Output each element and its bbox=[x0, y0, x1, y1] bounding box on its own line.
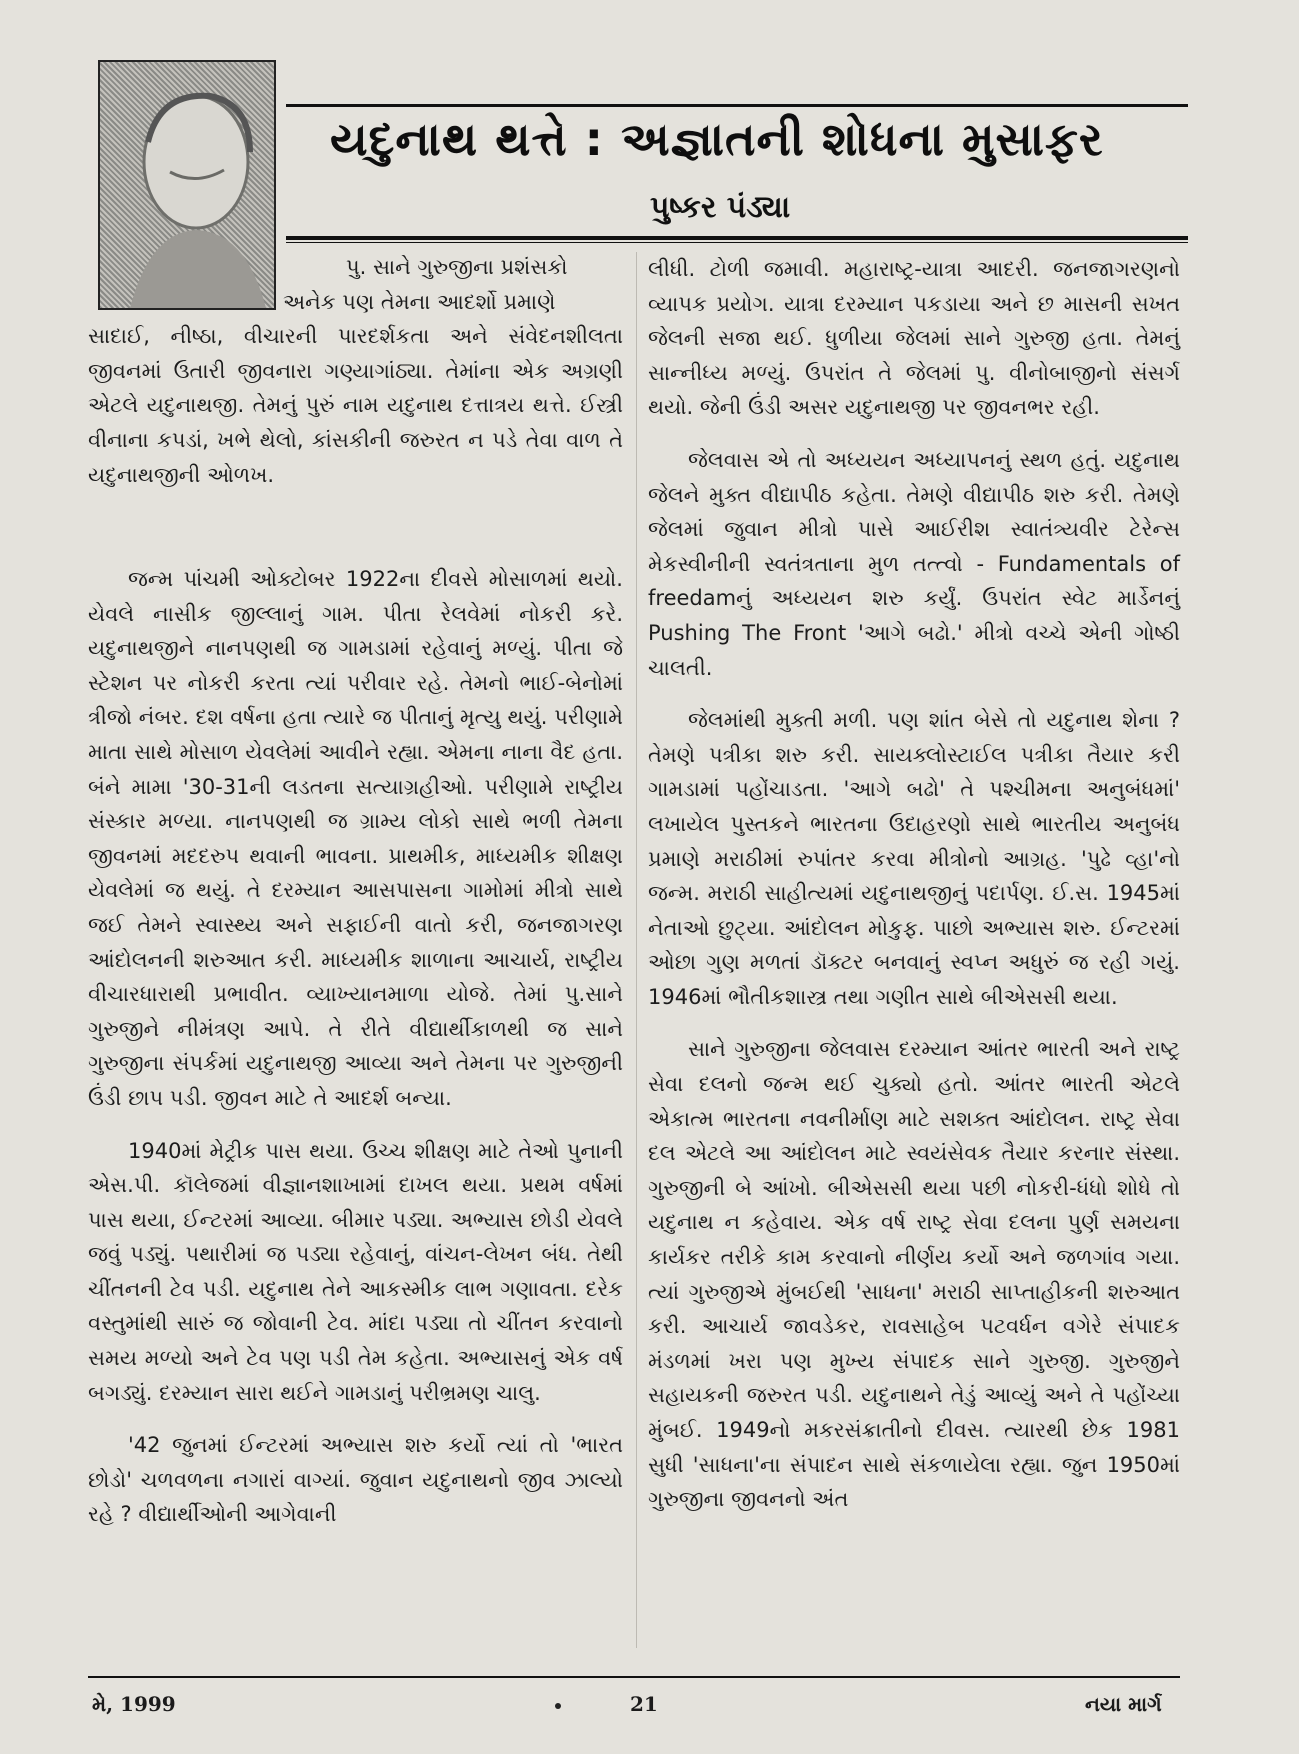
header-rule-bottom-thin bbox=[286, 242, 1188, 243]
footer-page-number: 21 bbox=[630, 1692, 658, 1716]
paragraph-birth: જન્મ પાંચમી ઓક્ટોબર 1922ના દીવસે મોસાળમાં થયો. યેવલે નાસીક જીલ્લાનું ગામ. પીતા રેલવેમાં નોકરી કરે. યદુનાથજીને નાનપણથી જ ગામડામાં રહેવાનું મળ્યું. પીતા જે સ્ટેશન પર નોકરી કરતા ત્યાં પરીવાર રહે. તેમનો ભાઈ-બેનોમાં ત્રીજો નંબર. દશ વર્ષના હતા ત્યારે જ પીતાનું મૃત્યુ થયું. પરીણામે માતા સાથે મોસાળ યેવલેમાં આવીને રહ્યા. એમના નાના વૈદ હતા. બંને મામા '30-31ની લડતના સત્યાગ્રહીઓ. પરીણામે રાષ્ટ્રીય સંસ્કાર મળ્યા. નાનપણથી જ ગ્રામ્ય લોકો સાથે ભળી તેમના જીવનમાં મદદરુપ થવાની ભાવના. પ્રાથમીક, માધ્યમીક શીક્ષણ યેવલેમાં જ થયું. તે દરમ્યાન આસપાસના ગામોમાં મીત્રો સાથે જઈ તેમને સ્વાસ્થ્ય અને સફાઈની વાતો કરી, જનજાગરણ આંદોલનની શરુઆત કરી. માધ્યમીક શાળાના આચાર્ય, રાષ્ટ્રીય વીચારધારાથી પ્રભાવીત. વ્યાખ્યાનમાળા યોજે. તેમાં પુ.સાને ગુરુજીને નીમંત્રણ આપે. તે રીતે વીદ્યાર્થીકાળથી જ સાને ગુરુજીના સંપર્કમાં યદુનાથજી આવ્યા અને તેમના પર ગુરુજીની ઉંડી છાપ પડી. જીવન માટે તે આદર્શ બન્યા. bbox=[88, 567, 623, 1110]
paragraph-sadhana: સાને ગુરુજીના જેલવાસ દરમ્યાન આંતર ભારતી અને રાષ્ટ્ર સેવા દલનો જન્મ થઈ ચુક્યો હતો. આંતર ભારતી એટલે એકાત્મ ભારતના નવનીર્માણ માટે સશક્ત આંદોલન. રાષ્ટ્ર સેવા દલ એટલે આ આંદોલન માટે સ્વયંસેવક તૈયાર કરનાર સંસ્થા. ગુરુજીની બે આંખો. બીએસસી થયા પછી નોકરી-ધંધો શોધે તો યદુનાથ ન કહેવાય. એક વર્ષ રાષ્ટ્ર સેવા દલના પુર્ણ સમયના કાર્યકર તરીકે કામ કરવાનો નીર્ણય કર્યો અને જળગાંવ ગયા. ત્યાં ગુરુજીએ મુંબઈથી 'સાધના' મરાઠી સાપ્તાહીકની શરુઆત કરી. આચાર્ય જાવડેકર, રાવસાહેબ પટવર્ધન વગેરે સંપાદક મંડળમાં ખરા પણ મુખ્ય સંપાદક સાને ગુરુજી. ગુરુજીને સહાયકની જરુરત પડી. યદુનાથને તેડું આવ્યું અને તે પહોંચ્યા મુંબઈ. 1949નો મકરસંક્રાતીનો દીવસ. ત્યારથી છેક 1981 સુધી 'સાધના'ના સંપાદન સાથે સંકળાયેલા રહ્યા. જુન 1950માં ગુરુજીના જીવનનો અંત bbox=[648, 1037, 1180, 1512]
article-author: પુષ્કર પંડ્યા bbox=[650, 190, 791, 225]
intro-line-1: પુ. સાને ગુરુજીના પ્રશંસકો bbox=[346, 255, 568, 279]
header-rule-top bbox=[286, 104, 1188, 107]
footer-date: મે, 1999 bbox=[92, 1692, 176, 1716]
intro-line-2: અનેક પણ તેમના આદર્શો પ્રમાણે bbox=[283, 289, 556, 314]
right-column bbox=[648, 252, 1180, 1517]
left-column-intro bbox=[88, 250, 623, 492]
paragraph-quit-india: '42 જુનમાં ઈન્ટરમાં અભ્યાસ શરુ કર્યો ત્યાં તો 'ભારત છોડો' ચળવળના નગારાં વાગ્યાં. જુવાન યદુનાથનો જીવ ઝાલ્યો રહે ? વીદ્યાર્થીઓની આગેવાની bbox=[88, 1433, 623, 1527]
paragraph-release: જેલમાંથી મુક્તી મળી. પણ શાંત બેસે તો યદુનાથ શેના ? તેમણે પત્રીકા શરુ કરી. સાયક્લોસ્ટાઈલ પત્રીકા તૈયાર કરી ગામડામાં પહોંચાડતા. 'આગે બઢો' તે પશ્ચીમના અનુબંધમાં' લખાયેલ પુસ્તકને ભારતના ઉદાહરણો સાથે ભારતીય અનુબંધ પ્રમાણે મરાઠીમાં રુપાંતર કરવા મીત્રોનો આગ્રહ. 'પુઢે વ્હા'નો જન્મ. મરાઠી સાહીત્યમાં યદુનાથજીનું પદાર્પણ. ઈ.સ. 1945માં નેતાઓ છુટ્યા. આંદોલન મોકુફ. પાછો અભ્યાસ શરુ. ઈન્ટરમાં ઓછા ગુણ મળતાં ડૉક્ટર બનવાનું સ્વપ્ન અધુરું જ રહી ગયું. 1946માં ભૌતીકશાસ્ત્ર તથા ગણીત સાથે બીએસસી થયા. bbox=[648, 708, 1180, 1009]
intro-paragraph: સાદાઈ, નીષ્ઠા, વીચારની પારદર્શકતા અને સંવેદનશીલતા જીવનમાં ઉતારી જીવનારા ગણ્યાગાંઠ્યા. તેમાંના એક અગ્રણી એટલે યદુનાથજી. તેમનું પુરું નામ યદુનાથ દત્તાત્રય થત્તે. ઈસ્ત્રી વીનાના કપડાં, ખભે થેલો, કાંસકીની જરુરત ન પડે તેવા વાળ તે યદુનાથજીની ઓળખ. bbox=[88, 324, 623, 487]
paragraph-jail-study: જેલવાસ એ તો અધ્યયન અધ્યાપનનું સ્થળ હતું. યદુનાથ જેલને મુક્ત વીદ્યાપીઠ કહેતા. તેમણે વીદ્યાપીઠ શરુ કરી. તેમણે જેલમાં જુવાન મીત્રો પાસે આઈરીશ સ્વાતંત્ર્યવીર ટેરેન્સ મેકસ્વીનીની સ્વતંત્રતાના મુળ તત્ત્વો - Fundamentals of freedamનું અધ્યયન શરુ કર્યું. ઉપરાંત સ્વેટ માર્ડેનનું Pushing The Front 'આગે બઢો.' મીત્રો વચ્ચે એની ગોષ્ઠી ચાલતી. bbox=[648, 447, 1180, 680]
header-rule-bottom bbox=[286, 236, 1188, 240]
footer-magazine-name: નયા માર્ગ bbox=[1085, 1692, 1162, 1716]
paragraph-education: 1940માં મેટ્રીક પાસ થયા. ઉચ્ચ શીક્ષણ માટે તેઓ પુનાની એસ.પી. કૉલેજમાં વીજ્ઞાનશાખામાં દાખલ થયા. પ્રથમ વર્ષમાં પાસ થયા, ઈન્ટરમાં આવ્યા. બીમાર પડ્યા. અભ્યાસ છોડી યેવલે જવું પડ્યું. પથારીમાં જ પડ્યા રહેવાનું, વાંચન-લેખન બંધ. તેથી ચીંતનની ટેવ પડી. યદુનાથ તેને આકસ્મીક લાભ ગણાવતા. દરેક વસ્તુમાંથી સારું જ જોવાની ટેવ. માંદા પડ્યા તો ચીંતન કરવાનો સમય મળ્યો અને ટેવ પણ પડી તેમ કહેતા. અભ્યાસનું એક વર્ષ બગડ્યું. દરમ્યાન સારા થઈને ગામડાનું પરીભ્રમણ ચાલુ. bbox=[88, 1138, 623, 1405]
footer-rule bbox=[88, 1676, 1180, 1678]
paragraph-jail: લીધી. ટોળી જમાવી. મહારાષ્ટ્ર-યાત્રા આદરી. જનજાગરણનો વ્યાપક પ્રયોગ. યાત્રા દરમ્યાન પકડાયા અને છ માસની સખત જેલની સજા થઈ. ધુળીયા જેલમાં સાને ગુરુજી હતા. તેમનું સાન્નીધ્ય મળ્યું. ઉપરાંત તે જેલમાં પુ. વીનોબાજીનો સંસર્ગ થયો. જેની ઉંડી અસર યદુનાથજી પર જીવનભર રહી. bbox=[648, 257, 1180, 420]
column-divider bbox=[636, 252, 637, 1648]
article-title: યદુનાથ થત્તે : અજ્ઞાતની શોધના મુસાફર bbox=[330, 112, 1104, 166]
left-column bbox=[88, 562, 623, 1532]
footer-bullet bbox=[555, 1703, 561, 1709]
